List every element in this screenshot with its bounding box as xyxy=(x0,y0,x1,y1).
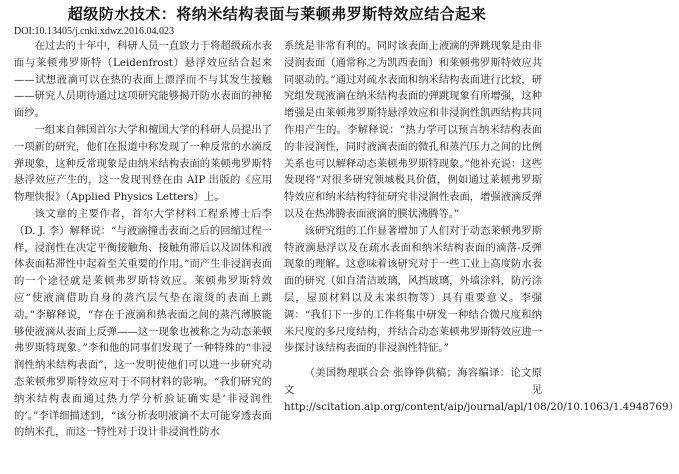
left-column xyxy=(14,38,272,441)
paragraph-2: 一组来自韩国首尔大学和檀国大学的科研人员提出了一项新的研究，他们在报道中称发现了一种反常的水滴反弹现象，这种反常现象是由纳米结构表面的莱顿弗罗斯特悬浮效应产生的，这一发现刊登在由 AIP 出版的《应用物理快报》（Applied Physics Letters）上。 xyxy=(14,123,272,204)
paragraph-3-continued: 系统是非常有利的。同时该表面上液滴的弹跳现象是由非浸润表面（通常称之为凯西表面）和莱顿弗罗斯特效应共同驱动的。”通过对疏水表面和纳米结构表面进行比较，研究组发现液滴在纳米结构表面的弹跳现象有所增强，这种增强是由莱顿弗罗斯特悬浮效应和非浸润性凯西结构共同作用产生的。李解释说：“热力学可以预言纳米结构表面的非浸润性，同时液滴表面的微孔和蒸汽压力之间的比例关系也可以解释动态莱顿弗罗斯特现象。”他补充说：这些发现将“对很多研究领域极具价值，例如通过莱顿弗罗斯特效应和纳米结构特征研究非浸润性表面，增强液滴反弹以及在热沸腾表面液滴的膜状沸腾等。” xyxy=(284,40,542,220)
source-credit: （美国物理联合会 张铮铮供稿；海容编译：论文原文见 http://scitation.aip.org/content/aip/journal/apl/108/20/10.1063/1.4948769） xyxy=(284,367,679,413)
paragraph-4: 该研究组的工作显著增加了人们对于动态莱顿弗罗斯特液滴悬浮以及在疏水表面和纳米结构表面的滴落-反弹现象的理解。这意味着该研究对于一些工业上高度防水表面的研究（如自清洁玻璃，风挡玻璃，外墙涂料，防污涂层，屋顶材料以及未来织物等）具有重要意义。李强调：“我们下一步的工作将集中研发一种结合微尺度和纳米尺度的多尺度结构，并结合动态莱顿弗罗斯特效应进一步探讨该结构表面的非浸润性特征。” xyxy=(284,224,542,355)
doi-label: DOI:10.13405/j.cnki.xdwz.2016.04.023 xyxy=(14,26,174,37)
paragraph-3: 该文章的主要作者，首尔大学材料工程系博士后李（D. J. 李）解释说：“与液滴撞击表面之后的回缩过程一样，浸润性在决定平衡接触角、接触角滞后以及固体和液体表面粘滞性中起着至关重要的作用。”而产生非浸润表面的一个途径就是莱顿弗罗斯特效应。莱顿弗罗斯特效应“使液滴借助自身的蒸汽层气垫在滚烫的表面上跳动。”李解释说，“存在于液滴和热表面之间的蒸汽薄膜能够使液滴从表面上反弹——这一现象也被称之为动态莱顿弗罗斯特现象。”李和他的同事们发现了一种特殊的“非浸润性纳米结构表面”，这一发明使他们可以进一步研究动态莱顿弗罗斯特效应对于不同材料的影响。“我们研究的纳米结构表面通过热力学分析验证确实是‘非浸润性的’。”李详细描述到，“该分析表明液滴不太可能穿透表面的纳米孔，而这一特性对于设计非浸润性防水 xyxy=(14,207,272,439)
article-title: 超级防水技术：将纳米结构表面与莱顿弗罗斯特效应结合起来 xyxy=(67,5,487,23)
paragraph-1: 在过去的十年中，科研人员一直致力于将超级疏水表面与莱顿弗罗斯特（Leidenfrost）悬浮效应结合起来——试想液滴可以在热的表面上漂浮而不与其发生接触——研究人员期待通过这项研究能够揭开防水表面的神秘面纱。 xyxy=(14,40,272,120)
right-column xyxy=(284,38,679,416)
